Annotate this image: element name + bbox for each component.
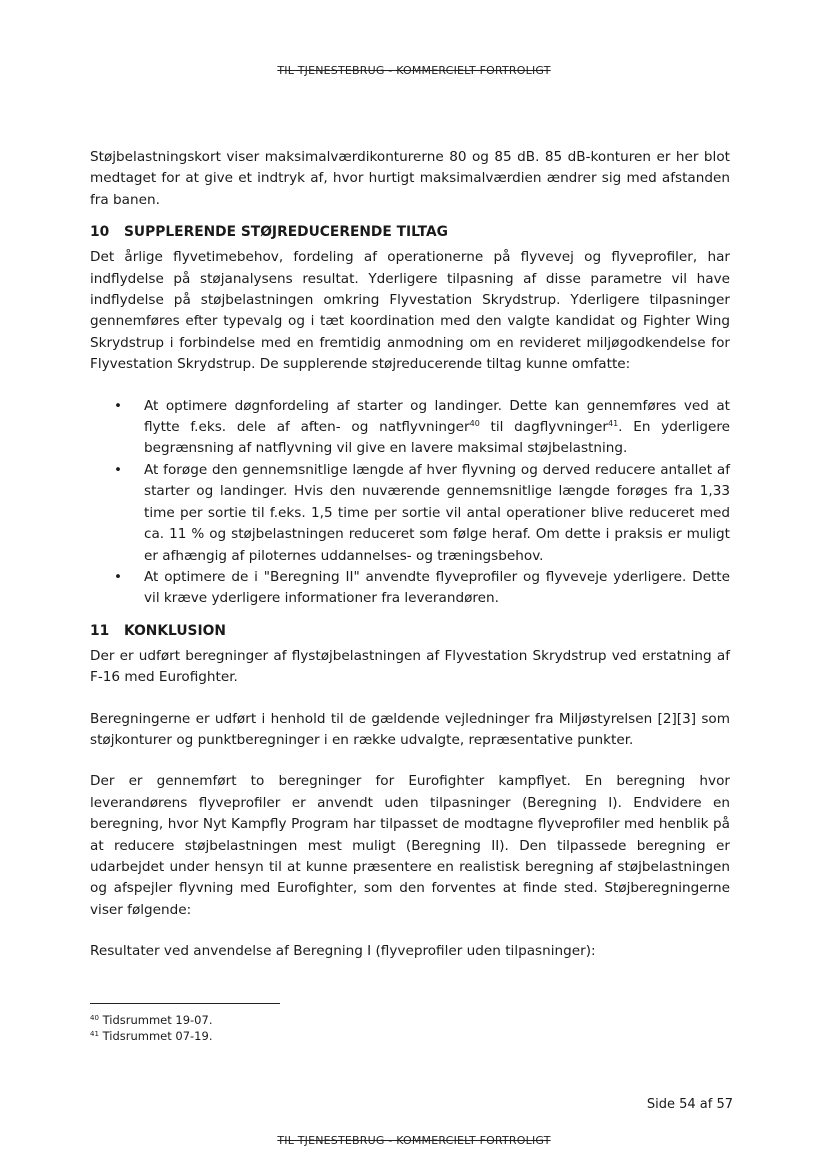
bullet-3-text: At optimere de i "Beregning II" anvendte flyveprofiler og flyveveje yderligere. Dette vil kræve yderligere informationer fra leverandøren. xyxy=(144,568,730,607)
section-11-paragraph-4: Resultater ved anvendelse af Beregning I (flyveprofiler uden tilpasninger): xyxy=(90,943,596,960)
section-11-paragraph-2: Beregningerne er udført i henhold til de gældende vejledninger fra Miljøstyrelsen [2][3] som støjkonturer og punktberegninger i en række udvalgte, repræsentative punkter. xyxy=(90,710,730,748)
footnote-40 xyxy=(90,1012,212,1028)
bullet-icon: • xyxy=(114,461,123,478)
section-10-title: SUPPLERENDE STØJREDUCERENDE TILTAG xyxy=(124,224,448,241)
footnotes xyxy=(90,1012,212,1044)
section-11-paragraph-3: Der er gennemført to beregninger for Eurofighter kampflyet. En beregning hvor leverandørens flyveprofiler er anvendt uden tilpasninger (Beregning I). Endvidere en beregning, hvor Nyt Kampfly Program har tilpasset de modtagne flyveprofiler med henblik på at reducere støjbelastningen mest muligt (Beregning II). Den tilpassede beregning er udarbejdet under hensyn til at kunne præsentere en realistisk beregning af støjbelastningen og afspejler flyvning med Eurofighter, som den forventes at finde sted. Støjberegningerne viser følgende: xyxy=(90,773,730,918)
bullet-1-text: At optimere døgnfordeling af starter og landinger. Dette kan gennemføres ved at flytte f.eks. dele af aften- og natflyvninger xyxy=(144,397,730,436)
section-11-title: KONKLUSION xyxy=(124,622,226,639)
bullet-2-text: At forøge den gennemsnitlige længde af hver flyvning og derved reducere antallet af starter og landinger. Hvis den nuværende gennemsnitlige længde forøges fra 1,33 time per sortie til f.eks. 1,5 time per sortie vil antal operationer blive reduceret med ca. 11 % og støjbelastningen reduceret som følge heraf. Om dette i praksis er muligt er afhængig af piloternes uddannelses- og træningsbehov. xyxy=(144,461,730,564)
section-11-number: 11 xyxy=(90,622,110,639)
list-item xyxy=(90,567,730,610)
section-10-heading xyxy=(90,221,730,243)
bullet-icon: • xyxy=(114,568,123,585)
footnote-40-ref: 40 xyxy=(90,1014,99,1022)
bullet-icon: • xyxy=(114,397,123,414)
footnote-ref-41[interactable]: 41 xyxy=(607,419,619,429)
list-item xyxy=(90,396,730,460)
footnote-40-text: Tidsrummet 19-07. xyxy=(102,1013,213,1027)
page-number: Side 54 af 57 xyxy=(646,1097,733,1112)
intro-paragraph: Støjbelastningskort viser maksimalværdikonturerne 80 og 85 dB. 85 dB-konturen er her blot medtaget for at give et indtryk af, hvor hurtigt maksimalværdien ændrer sig med afstanden fra banen. xyxy=(90,149,730,208)
footnote-divider xyxy=(90,1003,280,1004)
list-item xyxy=(90,460,730,567)
footnote-ref-40[interactable]: 40 xyxy=(469,419,480,429)
section-11-heading xyxy=(90,620,730,642)
section-11-paragraph-1: Der er udført beregninger af flystøjbelastningen af Flyvestation Skrydstrup ved erstatning af F-16 med Eurofighter. xyxy=(90,647,730,686)
section-10-number: 10 xyxy=(90,224,110,241)
section-10-paragraph: Det årlige flyvetimebehov, fordeling af operationerne på flyvevej og flyveprofiler, har indflydelse på støjanalysens resultat. Yderligere tilpasning af disse parametre vil have indflydelse på støjbelastningen omkring Flyvestation Skrydstrup. Yderligere tilpasninger gennemføres efter typevalg og i tæt koordination med den valgte kandidat og Fighter Wing Skrydstrup i forbindelse med en fremtidig anmodning om en revideret miljøgodkendelse for Flyvestation Skrydstrup. De supplerende støjreducerende tiltag kunne omfatte: xyxy=(90,249,730,373)
bullet-1-text-end: . En yderligere begrænsning af natflyvning vil give en lavere maksimal støjbelastning. xyxy=(144,419,730,457)
classification-footer: TIL TJENESTEBRUG - KOMMERCIELT FORTROLIGT xyxy=(277,1134,551,1147)
footnote-41-text: Tidsrummet 07-19. xyxy=(102,1029,213,1043)
page-content xyxy=(90,147,730,963)
bullet-1-text-cont: til dagflyvninger xyxy=(479,419,608,436)
footnote-41 xyxy=(90,1028,212,1044)
footnote-41-ref: 41 xyxy=(90,1030,99,1038)
classification-header: TIL TJENESTEBRUG - KOMMERCIELT FORTROLIGT xyxy=(277,64,551,77)
measures-list xyxy=(90,396,730,610)
